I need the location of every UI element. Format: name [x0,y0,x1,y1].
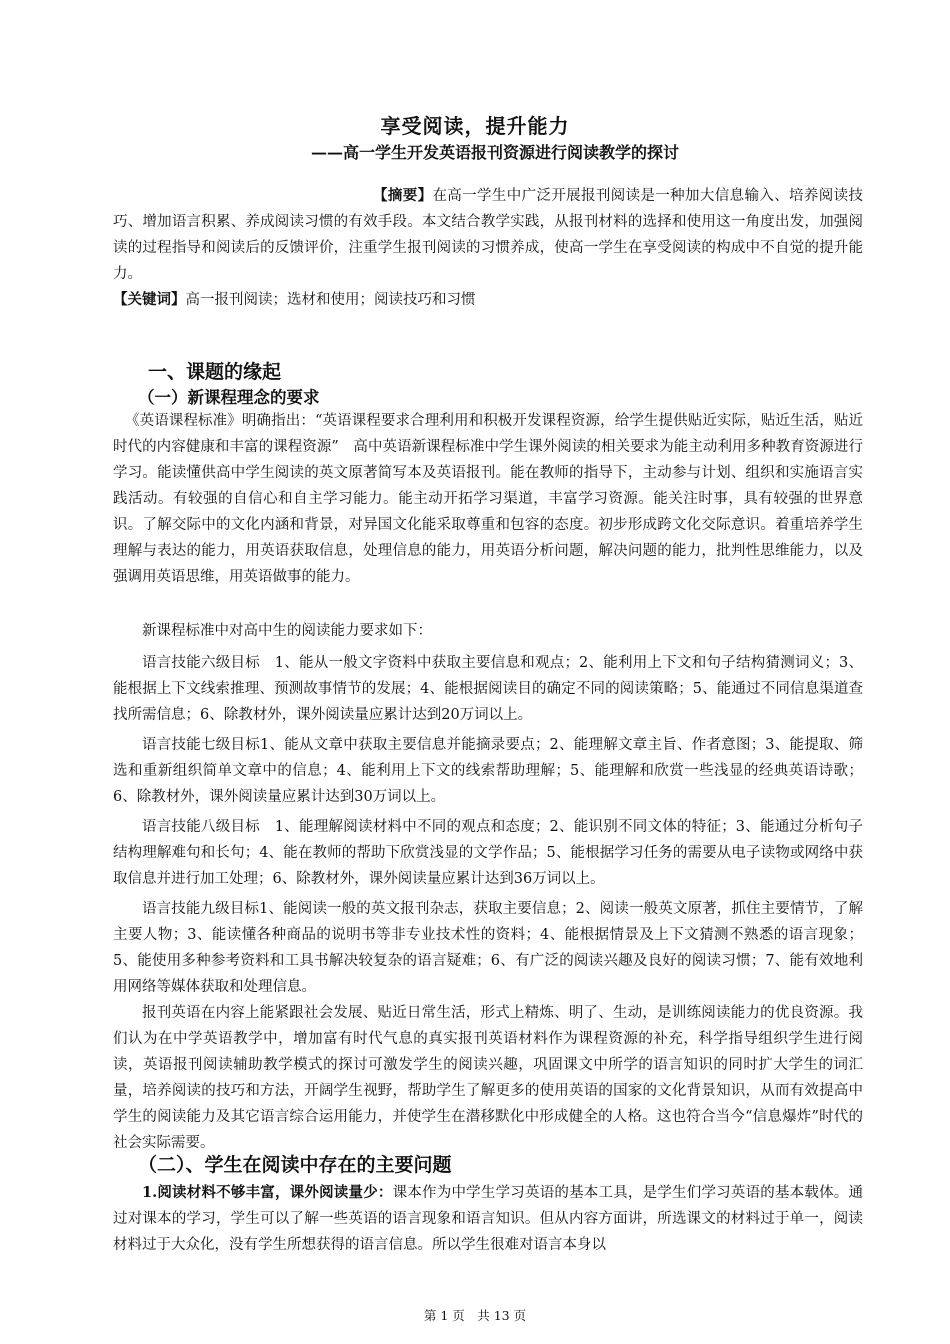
document-title: 享受阅读，提升能力 [380,114,570,138]
paragraph-1: 《英语课程标准》明确指出：“英语课程要求合理利用和积极开发课程资源，给学生提供贴近实际，贴近生活，贴近时代的内容健康和丰富的课程资源” 高中英语新课程标准中学生课外阅读的相关要求为能主动利用多种教育资源进行学习。能读懂供高中学生阅读的英文原著简写本及英语报刊。能在教师的指导下，主动参与计划、组织和实施语言实践活动。有较强的自信心和自主学习能力。能主动开拓学习渠道，丰富学习资源。能关注时事，具有较强的世界意识。了解交际中的文化内涵和背景，对异国文化能采取尊重和包容的态度。初步形成跨文化交际意识。着重培养学生理解与表达的能力，用英语获取信息，处理信息的能力，用英语分析问题，解决问题的能力，批判性思维能力，以及强调用英语思维，用英语做事的能力。 [113,413,863,585]
abstract-text: 在高一学生中广泛开展报刊阅读是一种加大信息输入、培养阅读技巧、增加语言积累、养成阅读习惯的有效手段。本文结合教学实践，从报刊材料的选择和使用这一角度出发，加强阅读的过程指导和阅读后的反馈评价，注重学生报刊阅读的习惯养成，使高一学生在享受阅读的构成中不自觉的提升能力。 [113,188,863,282]
paragraph-2: 新课程标准中对高中生的阅读能力要求如下： [142,623,432,639]
paragraph-3: 语言技能六级目标 1、能从一般文字资料中获取主要信息和观点；2、能利用上下文和句子结构猜测词义；3、能根据上下文线索推理、预测故事情节的发展；4、能根据阅读目的确定不同的阅读策略；5、能通过不同信息渠道查找所需信息；6、除教材外，课外阅读量应累计达到20万词以上。 [113,655,863,723]
paragraph-8-text: 课本作为中学生学习英语的基本工具，是学生们学习英语的基本载体。通过对课本的学习，学生可以了解一些英语的语言现象和语言知识。但从内容方面讲，所选课文的材料过于单一，阅读材料过于大众化，没有学生所想获得的语言信息。所以学生很难对语言本身以 [113,1185,864,1253]
subsection-heading-1-2: （二）、学生在阅读中存在的主要问题 [138,1154,452,1176]
paragraph-5: 语言技能八级目标 1、能理解阅读材料中不同的观点和态度；2、能识别不同文体的特征；3、能通过分析句子结构理解难句和长句；4、能在教师的帮助下欣赏浅显的文学作品；5、能根据学习任务的需要从电子读物或网络中获取信息并进行加工处理；6、除教材外，课外阅读量应累计达到36万词以上。 [113,819,863,887]
paragraph-6: 语言技能九级目标1、能阅读一般的英文报刊杂志，获取主要信息；2、阅读一般英文原著，抓住主要情节，了解主要人物；3、能读懂各种商品的说明书等非专业技术性的资料；4、能根据情景及上下文猜测不熟悉的语言现象；5、能使用多种参考资料和工具书解决较复杂的语言疑难；6、有广泛的阅读兴趣及良好的阅读习惯；7、能有效地利用网络等媒体获取和处理信息。 [113,901,863,995]
keywords-text: 高一报刊阅读；选材和使用；阅读技巧和习惯 [185,292,476,308]
subsection-heading-1-1: （一）新课程理念的要求 [138,388,320,407]
paragraph-8-lead: 1.阅读材料不够丰富，课外阅读量少： [142,1184,393,1201]
keywords [113,287,863,313]
keywords-label: 【关键词】 [113,291,186,308]
page-footer: 第 1 页 共 13 页 [423,1308,527,1323]
section-heading-1: 一、课题的缘起 [148,361,282,383]
document-subtitle: ——高一学生开发英语报刊资源进行阅读教学的探讨 [310,143,679,162]
paragraph-4: 语言技能七级目标1、能从文章中获取主要信息并能摘录要点；2、能理解文章主旨、作者意图；3、能提取、筛选和重新组织简单文章中的信息；4、能利用上下文的线索帮助理解；5、能理解和欣赏一些浅显的经典英语诗歌；6、除教材外，课外阅读量应累计达到30万词以上。 [113,737,863,805]
abstract-label: 【摘要】 [373,187,433,204]
abstract [113,183,863,287]
paragraph-7: 报刊英语在内容上能紧跟社会发展、贴近日常生活，形式上精炼、明了、生动，是训练阅读能力的优良资源。我们认为在中学英语教学中，增加富有时代气息的真实报刊英语材料作为课程资源的补充，科学指导组织学生进行阅读，英语报刊阅读辅助教学模式的探讨可激发学生的阅读兴趣，巩固课文中所学的语言知识的同时扩大学生的词汇量，培养阅读的技巧和方法，开阔学生视野，帮助学生了解更多的使用英语的国家的文化背景知识，从而有效提高中学生的阅读能力及其它语言综合运用能力，并使学生在潜移默化中形成健全的人格。这也符合当今“信息爆炸”时代的社会实际需要。 [113,1005,863,1151]
paragraph-8 [113,1180,863,1258]
